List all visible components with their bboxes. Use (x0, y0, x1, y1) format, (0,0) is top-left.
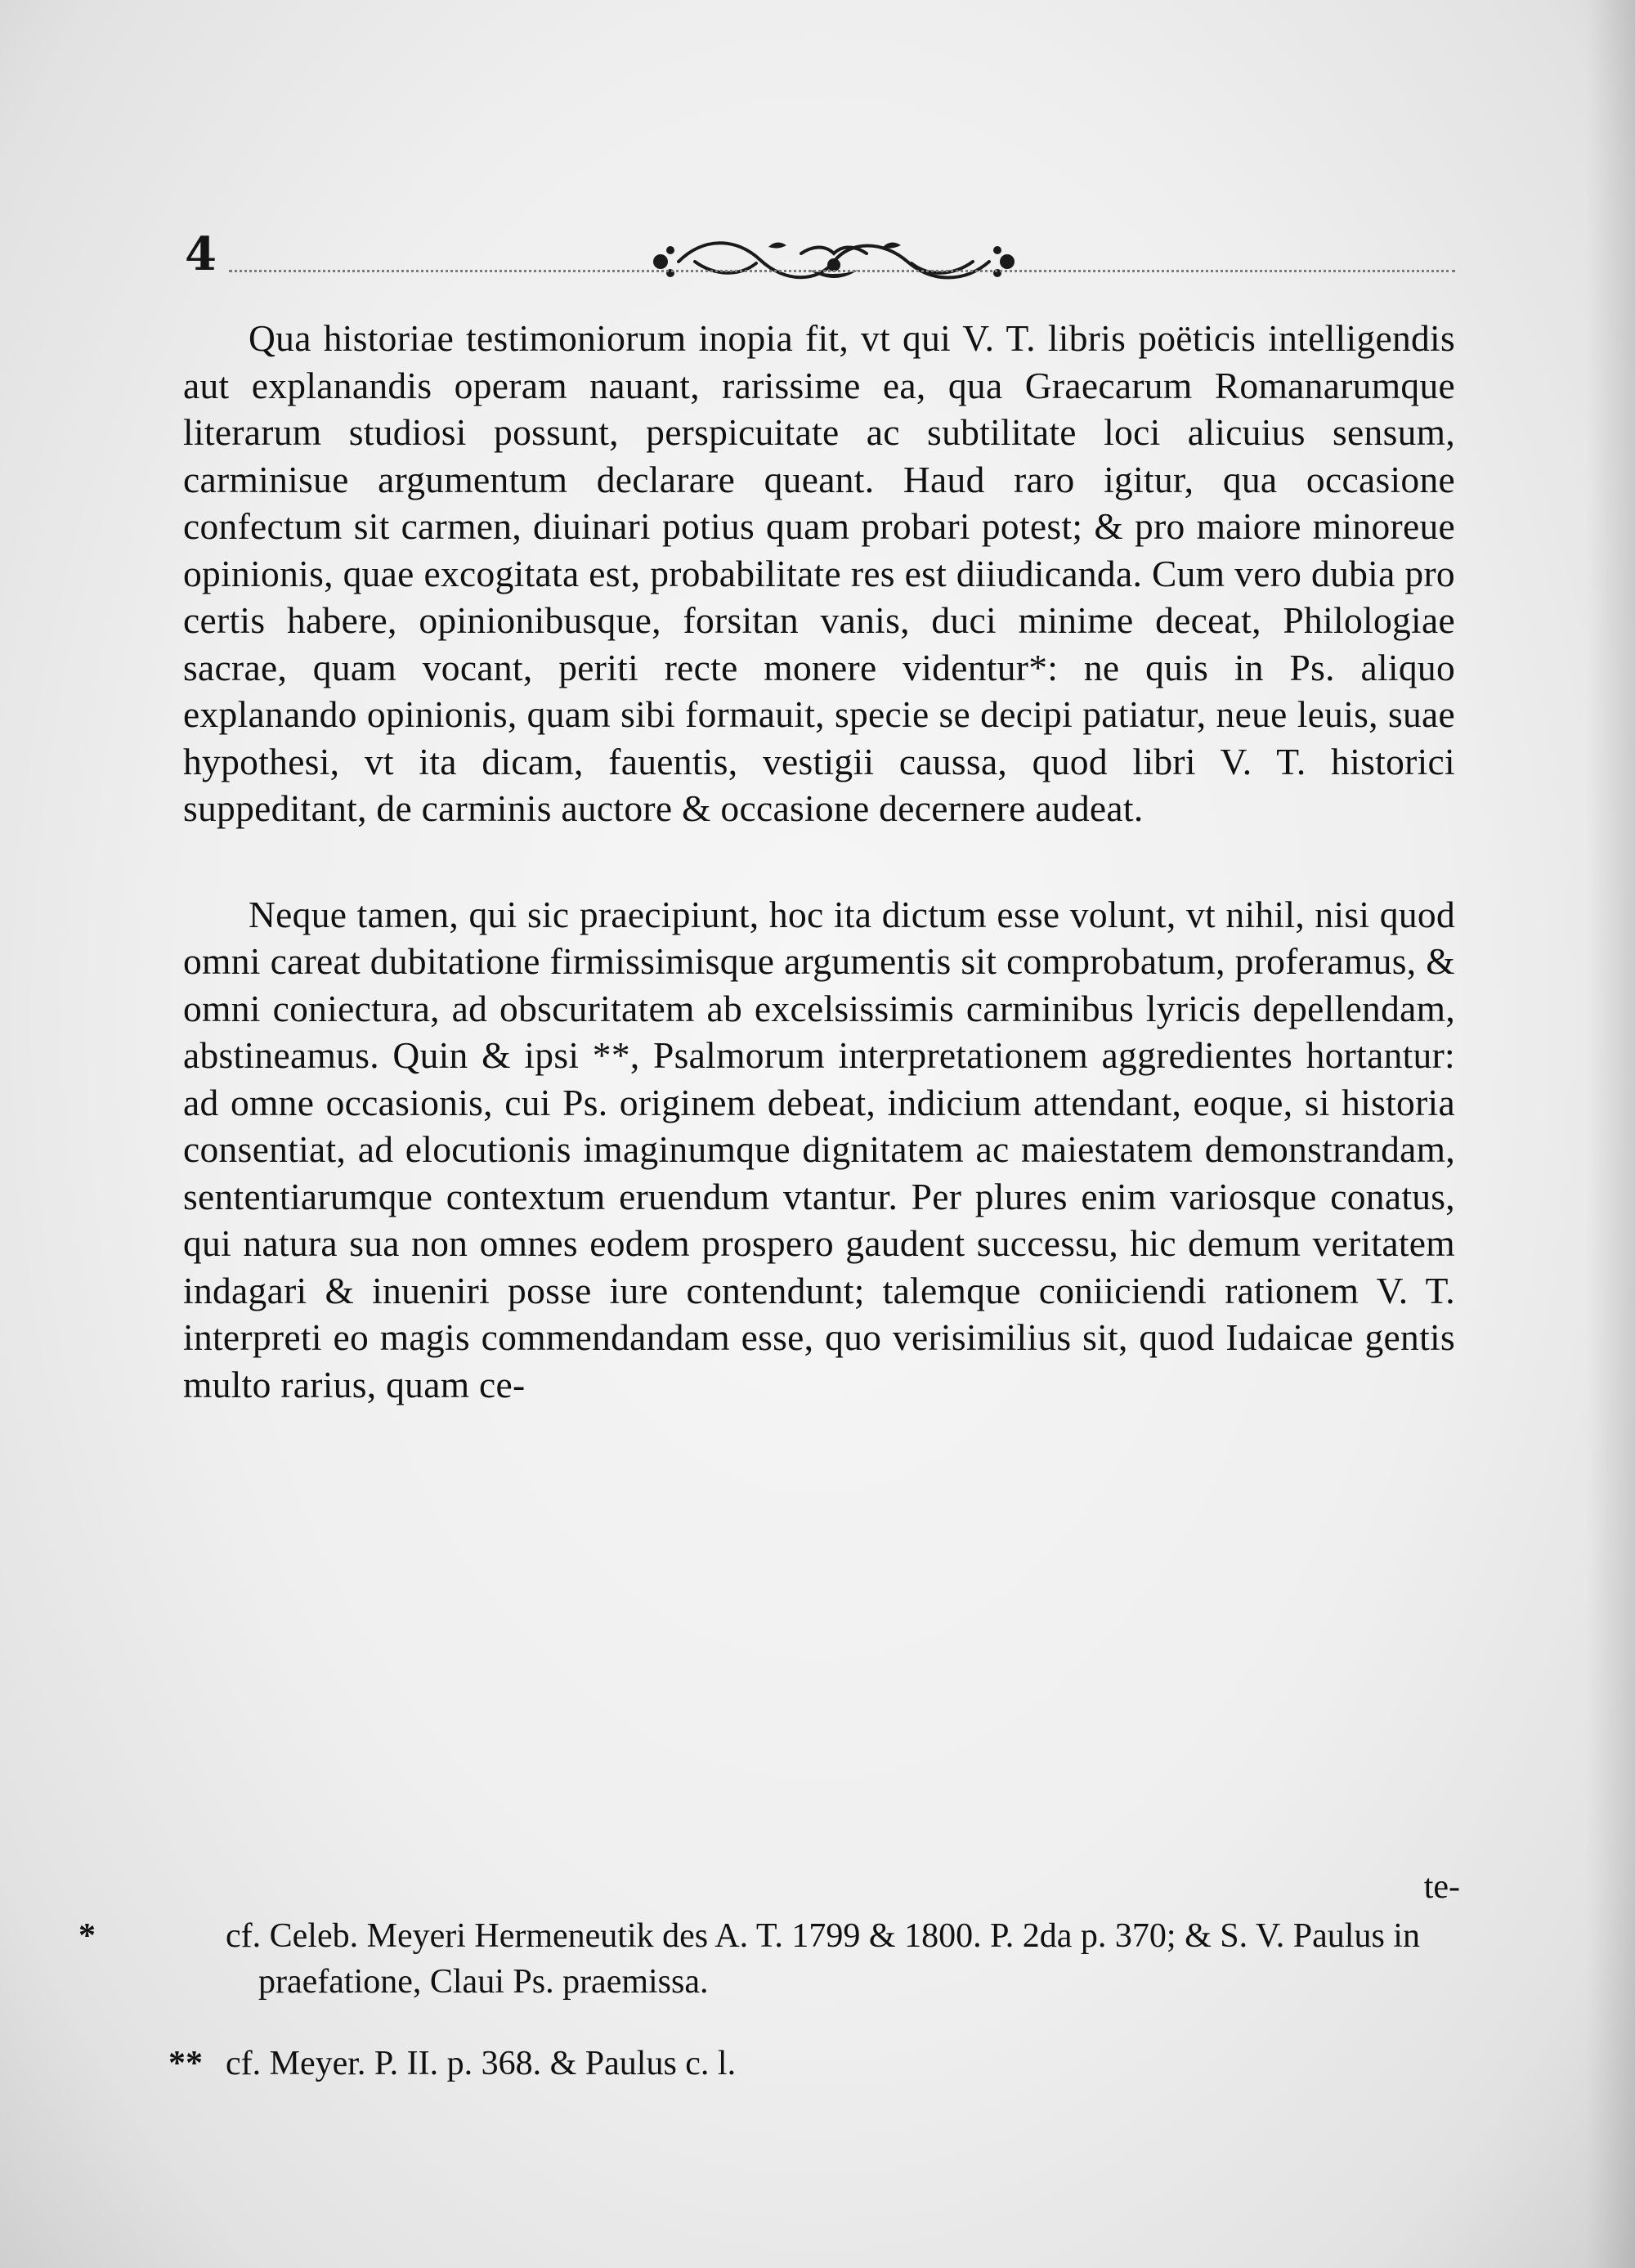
fleuron-ornament-icon (646, 229, 1022, 294)
paragraph-1: Qua historiae testimoniorum inopia fit, vt qui V. T. libris poëticis intelligendis aut explanandis operam nauant, rarissime ea, qua Graecarum Romanarumque literarum studiosi possunt, perspicuitate ac subtilitate loci alicuius sensum, carminisue argumentum declarare queant. Haud raro igitur, qua occasione confectum sit carmen, diuinari potius quam probari potest; & pro maiore minoreue opinionis, quae excogitata est, probabilitate res est diiudicanda. Cum vero dubia pro certis habere, opinionibusque, forsitan vanis, duci minime deceat, Philologiae sacrae, quam vocant, periti recte monere videntur*: ne quis in Ps. aliquo explanando opinionis, quam sibi formauit, specie se decipi patiatur, neue leuis, suae hypothesi, vt ita dicam, fauentis, vestigii caussa, quod libri V. T. historici suppeditant, de carminis auctore & occasione decernere audeat. (183, 317, 1455, 829)
footnote-1 (78, 1913, 1460, 2005)
footnote-text: cf. Celeb. Meyeri Hermeneutik des A. T. 1799 & 1800. P. 2da p. 370; & S. V. Paulus in praefatione, Claui Ps. praemissa. (226, 1917, 1420, 2001)
footnote-text: cf. Meyer. P. II. p. 368. & Paulus c. l. (226, 2045, 737, 2082)
header-rule (229, 270, 1455, 272)
paragraph-2: Neque tamen, qui sic praecipiunt, hoc ita dictum esse volunt, vt nihil, nisi quod omni careat dubitatione firmissimisque argumentis sit comprobatum, proferamus, & omni coniectura, ad obscuritatem ab excelsissimis carminibus lyricis depellendam, abstineamus. Quin & ipsi **, Psalmorum interpretationem aggredientes hortantur: ad omne occasionis, cui Ps. originem debeat, indicium attendant, eoque, si historia consentiat, ad elocutionis imaginumque dignitatem ac maiestatem demonstrandam, sententiarumque contextum eruendum vtantur. Per plures enim variosque conatus, qui natura sua non omnes eodem prospero gaudent successu, hic demum veritatem indagari & inueniri posse iure contendunt; talemque coniiciendi rationem V. T. interpreti eo magis commendandam esse, quo verisimilius sit, quod Iudaicae gentis multo rarius, quam ce- (183, 893, 1455, 1405)
page-number: 4 (185, 227, 217, 281)
catchword: te- (1423, 1868, 1460, 1906)
footnote-mark: ** (168, 2045, 203, 2082)
main-text (183, 315, 1455, 1408)
footnote-mark: * (78, 1917, 96, 1955)
footnotes (78, 1864, 1460, 2086)
footnote-2 (168, 2041, 1460, 2086)
page-shadow (1586, 0, 1635, 2268)
